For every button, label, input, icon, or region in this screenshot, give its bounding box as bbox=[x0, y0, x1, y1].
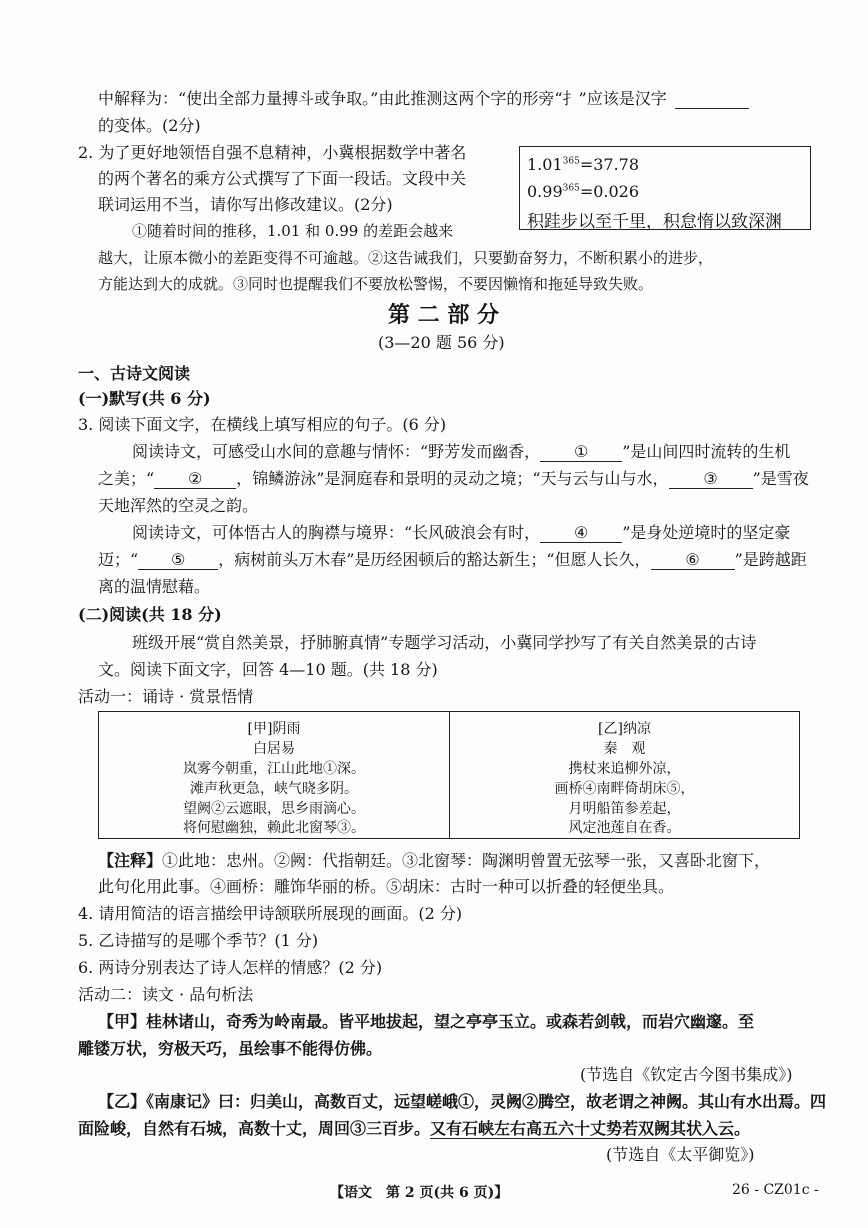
q3-para-3: 天地浑然的空灵之韵。 bbox=[98, 496, 259, 515]
q2-para-1: ①随着时间的推移，1.01 和 0.99 的差距会越来 bbox=[132, 222, 454, 240]
notes-line-2: 此句化用此事。④画桥：雕饰华丽的桥。⑤胡床：古时一种可以折叠的轻便坐具。 bbox=[98, 877, 675, 896]
answer-blank-char[interactable] bbox=[675, 90, 749, 109]
question-4: 4. 请用简洁的语言描绘甲诗颔联所展现的画面。(2 分) bbox=[78, 904, 463, 923]
poem-right-author: 秦 观 bbox=[603, 741, 646, 757]
section1-title: 一、古诗文阅读 bbox=[78, 364, 191, 383]
activity-1-title: 活动一：诵诗 · 赏景悟情 bbox=[78, 687, 254, 706]
poem-left-author: 白居易 bbox=[253, 741, 295, 757]
section2-intro-2: 文。阅读下面文字，回答 4—10 题。(共 18 分) bbox=[98, 660, 438, 679]
q3-para-2: 之美；“ ② ，锦鳞游泳”是洞庭春和景明的灵动之境；“天与云与山与水， ③ ”是雪夜 bbox=[98, 469, 809, 488]
q3-para-4: 阅读诗文，可体悟古人的胸襟与境界：“长风破浪会有时， ④ ”是身处逆境时的坚定豪 bbox=[132, 523, 791, 542]
q2-para-3: 方能达到大的成就。③同时也提醒我们不要放松警惕，不要因懒惰和拖延导致失败。 bbox=[98, 275, 654, 293]
q3-para-6: 离的温情慰藉。 bbox=[98, 577, 211, 596]
formula-2: $0.99^{365}=0.026$ bbox=[527, 182, 640, 201]
formula-3: 积跬步以至千里，积怠惰以致深渊 bbox=[527, 212, 782, 232]
formula-box bbox=[519, 146, 811, 230]
section2-intro-1: 班级开展“赏自然美景，抒肺腑真情”专题学习活动，小冀同学抄写了有关自然美景的古诗 bbox=[132, 633, 757, 652]
prose-yi-line-1: 【乙】《南康记》曰：归美山，高数百丈，远望嵯峨①，灵阙②腾空，故老谓之神阙。其山有水出焉。四 bbox=[98, 1092, 827, 1111]
poem-left-line: 滩声秋更急，峡气晓多阴。 bbox=[190, 781, 358, 797]
top-line-1 bbox=[98, 86, 749, 109]
poem-left-title: [甲]阴雨 bbox=[247, 721, 301, 737]
poem-right-line: 携杖来追柳外凉， bbox=[568, 761, 681, 777]
question-5: 5. 乙诗描写的是哪个季节？(1 分) bbox=[78, 931, 319, 950]
q2-line-2: 的两个著名的乘方公式撰写了下面一段话。文段中关 bbox=[98, 169, 467, 188]
underlined-sentence: 又有石峡左右高五六十丈势若双阙其状入云 bbox=[430, 1119, 735, 1138]
poem-left bbox=[99, 712, 449, 838]
top-line-1-text: 中解释为：“使出全部力量搏斗或争取。”由此推测这两个字的形旁“扌”应该是汉字 bbox=[98, 89, 667, 108]
page-footer-right: 26 - CZ01c - bbox=[732, 1182, 819, 1198]
q3-para-5: 迈；“ ⑤ ，病树前头万木春”是历经困顿后的豁达新生；“但愿人长久， ⑥ ”是跨越距 bbox=[98, 550, 807, 569]
part2-title: 第 二 部 分 bbox=[388, 303, 499, 328]
activity-2-title: 活动二：读文 · 品句析法 bbox=[78, 985, 254, 1004]
notes-label: 【注释】 bbox=[98, 851, 163, 870]
q3-title: 3. 阅读下面文字，在横线上填写相应的句子。(6 分) bbox=[78, 415, 447, 434]
blank-5[interactable]: ⑤ bbox=[138, 551, 218, 570]
blank-1[interactable]: ① bbox=[540, 443, 622, 462]
blank-4[interactable]: ④ bbox=[540, 524, 622, 543]
prose-yi-line-2: 面险峻，自然有石城，高数十丈，周回③三百步。又有石峡左右高五六十丈势若双阙其状入云。 bbox=[78, 1119, 751, 1138]
prose-jia-source: (节选自《钦定古今图书集成》) bbox=[580, 1065, 793, 1084]
blank-2[interactable]: ② bbox=[154, 470, 236, 489]
prose-jia-line-1: 【甲】桂林诸山，奇秀为岭南最。皆平地拔起，望之亭亭玉立。或森若剑戟，而岩穴幽邃。至 bbox=[98, 1012, 755, 1031]
poem-left-line: 岚雾今朝重，江山此地①深。 bbox=[183, 761, 365, 777]
blank-6[interactable]: ⑥ bbox=[651, 551, 735, 570]
poem-right-line: 月明船笛参差起， bbox=[568, 801, 681, 817]
prose-jia-line-2: 雕镂万状，穷极天巧，虽绘事不能得仿佛。 bbox=[78, 1039, 383, 1058]
prose-yi-label: 【乙】 bbox=[98, 1092, 147, 1111]
page-footer-left: 【语文 第 2 页(共 6 页)】 bbox=[330, 1185, 509, 1201]
part2-subtitle: (3—20 题 56 分) bbox=[378, 333, 505, 352]
prose-jia-label: 【甲】 bbox=[98, 1012, 147, 1031]
poem-right-title: [乙]纳凉 bbox=[598, 721, 651, 737]
poem-right-line: 画桥④南畔倚胡床⑤， bbox=[554, 781, 695, 797]
poem-right bbox=[450, 712, 799, 838]
question-6: 6. 两诗分别表达了诗人怎样的情感？(2 分) bbox=[78, 958, 383, 977]
q2-line-1: 2. 为了更好地领悟自强不息精神，小冀根据数学中著名 bbox=[78, 143, 467, 162]
poem-table bbox=[98, 711, 800, 839]
q2-para-2: 越大，让原本微小的差距变得不可逾越。②这告诫我们，只要勤奋努力，不断积累小的进步， bbox=[98, 249, 714, 267]
prose-yi-source: (节选自《太平御览》) bbox=[606, 1145, 755, 1164]
blank-3[interactable]: ③ bbox=[669, 470, 753, 489]
q3-para-1: 阅读诗文，可感受山水间的意趣与情怀：“野芳发而幽香， ① ”是山间四时流转的生机 bbox=[132, 442, 791, 461]
q2-line-3: 联词运用不当，请你写出修改建议。(2分) bbox=[98, 195, 393, 214]
section1-sub: (一)默写(共 6 分) bbox=[78, 389, 211, 408]
poem-left-line: 将何慰幽独，赖此北窗琴③。 bbox=[183, 820, 365, 836]
top-line-2: 的变体。(2分) bbox=[98, 116, 201, 135]
poem-left-line: 望阙②云遮眼，思乡雨滴心。 bbox=[183, 801, 365, 817]
notes-line-1: 【注释】①此地：忠州。②阙：代指朝廷。③北窗琴：陶渊明曾置无弦琴一张，又喜卧北窗下， bbox=[98, 851, 771, 870]
poem-right-line: 风定池莲自在香。 bbox=[568, 820, 681, 836]
section2-sub: (二)阅读(共 18 分) bbox=[78, 605, 222, 624]
formula-1: $1.01^{365}=37.78$ bbox=[527, 155, 640, 174]
